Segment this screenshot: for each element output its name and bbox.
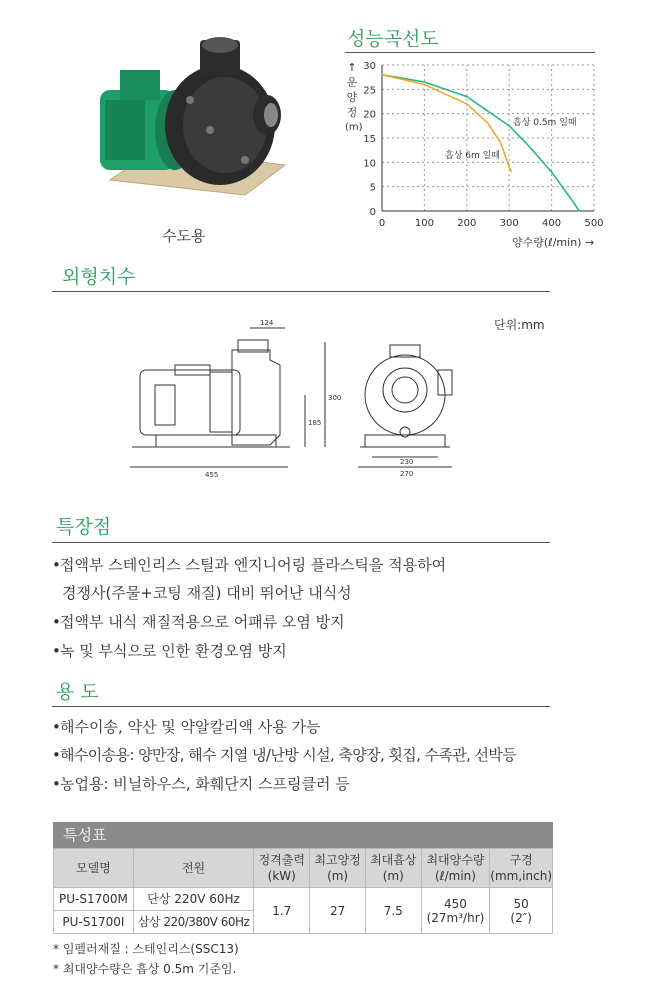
dimensions-title-rule	[52, 291, 550, 292]
y-tick-label: 0	[369, 207, 376, 218]
dim-300: 300	[328, 394, 342, 402]
dimension-drawing	[120, 310, 560, 495]
spec-table	[53, 848, 553, 934]
y-tick-label: 30	[363, 61, 376, 72]
header-head: 최고양정 (m)	[310, 849, 366, 888]
dim-124: 124	[260, 319, 274, 327]
y-tick-label: 5	[369, 182, 376, 194]
output-cell: 1.7	[254, 888, 310, 934]
suction-cell: 7.5	[365, 888, 421, 934]
usage-item: •농업용: 비닐하우스, 화훼단지 스프링클러 등	[52, 775, 350, 793]
header-model: 모델명	[54, 849, 134, 888]
usage-item: •해수이송용: 양만장, 해수 지열 냉/난방 시설, 축양장, 횟집, 수족관, 선박등	[52, 746, 517, 764]
y-tick-label: 15	[363, 134, 376, 145]
note-max-flow: * 최대양수량은 흡상 0.5m 기준임.	[53, 962, 237, 976]
note-impeller: * 임펠러재질 : 스테인리스(SSC13)	[53, 942, 239, 956]
header-flow: 최대양수량 (ℓ/min)	[421, 849, 490, 888]
y-axis-label: ↑ 운 양 정 (m)	[345, 61, 363, 133]
y-tick-label: 20	[363, 109, 376, 121]
header-power: 전원	[133, 849, 253, 888]
x-tick-label: 100	[414, 218, 434, 229]
model-cell: PU-S1700I	[54, 911, 134, 934]
usage-title-rule	[52, 706, 550, 707]
x-axis-label: 양수량(ℓ/min) →	[512, 236, 595, 249]
dimensions-title: 외형치수	[62, 266, 136, 288]
performance-chart	[355, 55, 615, 255]
flow-cell: 450 (27m³/hr)	[421, 888, 490, 934]
x-tick-label: 0	[378, 218, 386, 229]
pump-image	[95, 30, 295, 200]
y-tick-label: 10	[363, 158, 376, 170]
features-title-rule	[52, 542, 550, 543]
header-suction: 최대흡상 (m)	[365, 849, 421, 888]
header-bore: 구경 (mm,inch)	[490, 849, 553, 888]
feature-item-continued: 경쟁사(주물+코팅 재질) 대비 뛰어난 내식성	[62, 584, 352, 602]
head-cell: 27	[310, 888, 366, 934]
dim-270: 270	[400, 470, 414, 478]
performance-title: 성능곡선도	[347, 28, 439, 50]
features-title: 특장점	[56, 516, 112, 538]
spec-table-title: 특성표	[53, 822, 553, 849]
performance-title-rule	[345, 52, 595, 53]
usage-title: 용 도	[56, 681, 99, 703]
x-tick-label: 400	[542, 218, 562, 229]
bore-cell: 50 (2″)	[490, 888, 553, 934]
spec-header-row	[54, 849, 553, 888]
curve-label-suction-0-5m: 흡상 0.5m 일때	[513, 118, 577, 128]
dim-230: 230	[400, 458, 414, 466]
feature-item: •접액부 스테인리스 스틸과 엔지니어링 플라스틱을 적용하여	[52, 556, 447, 574]
curve-label-suction-6m: 흡상 6m 일때	[445, 151, 500, 161]
feature-item: •접액부 내식 재질적용으로 어패류 오염 방지	[52, 613, 345, 631]
unit-label: 단위:mm	[494, 318, 545, 332]
series-line-suction-0-5m	[382, 75, 579, 211]
x-tick-label: 300	[499, 218, 519, 229]
dim-455: 455	[205, 471, 219, 479]
usage-item: •해수이송, 약산 및 약알칼리액 사용 가능	[52, 718, 321, 736]
feature-item: •녹 및 부식으로 인한 환경오염 방지	[52, 642, 287, 660]
table-row	[54, 888, 553, 911]
power-cell: 삼상 220/380V 60Hz	[133, 911, 253, 934]
pump-caption: 수도용	[162, 227, 206, 245]
x-tick-label: 500	[584, 218, 604, 229]
model-cell: PU-S1700M	[54, 888, 134, 911]
dim-185: 185	[308, 419, 322, 427]
header-output: 정격출력 (kW)	[254, 849, 310, 888]
power-cell: 단상 220V 60Hz	[133, 888, 253, 911]
x-tick-label: 200	[457, 218, 477, 229]
y-tick-label: 25	[363, 85, 376, 97]
